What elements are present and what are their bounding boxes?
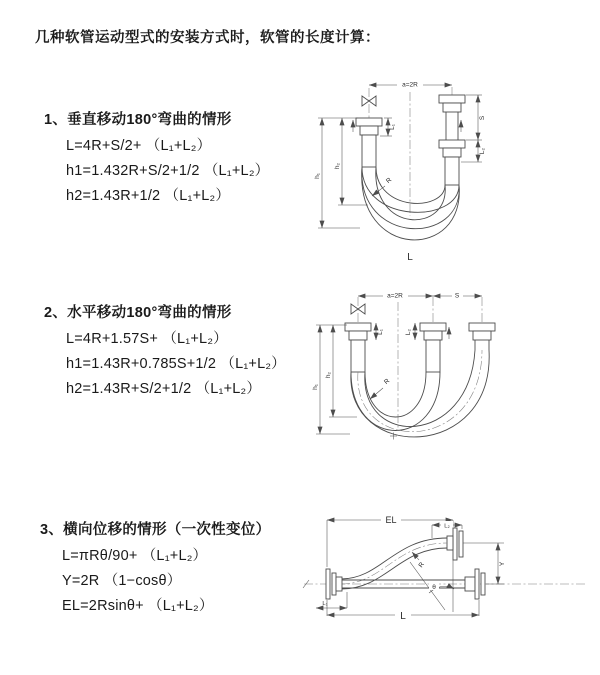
middle-fitting [420,323,446,372]
right-fitting-lower-position [439,140,465,185]
dim-h1 [314,118,360,228]
section-1-heading: 1、垂直移动180°弯曲的情形 [44,112,232,128]
dim-label-a2r: a=2R [387,292,403,300]
dim-l [327,600,479,622]
left-fitting [356,118,382,167]
dim-label-l1: L₁ [322,601,328,607]
section-3-heading: 3、横向位移的情形（一次性变位） [40,522,271,538]
braided-hose-section [426,340,440,372]
formula-2-h1: h1=1.43R+0.785S+1/2 （L₁+L₂） [66,356,286,372]
dim-a2r [358,290,433,300]
dim-l2 [405,323,415,340]
section-2-heading: 2、水平移动180°弯曲的情形 [44,305,232,321]
formula-2-h2: h2=1.43R+S/2+1/2 （L₁+L₂） [66,381,262,397]
page-title: 几种软管运动型式的安装方式时，软管的长度计算： [35,30,380,46]
dim-label-s: S [454,292,460,300]
dim-label-y: Y [499,561,506,567]
right-fitting-upper-position [439,95,465,140]
formula-1-h1: h1=1.432R+S/2+1/2 （L₁+L₂） [66,163,270,179]
upper-right-flange [447,528,463,560]
dim-label-h2: h₂ [325,371,332,379]
dim-label-l1: L₁ [377,329,384,335]
radius-label: R [382,377,392,387]
radius-callout [412,552,426,569]
left-fitting [345,323,371,372]
formula-3-EL: EL=2Rsinθ+ （L₁+L₂） [62,598,214,614]
formula-3-L: L=πRθ/90+ （L₁+L₂） [62,548,208,564]
formula-1-L: L=4R+S/2+ （L₁+L₂） [66,138,212,154]
radius-label: R [384,176,394,186]
dim-label-l2: L₂ [444,523,450,530]
dim-label-l2: L₂ [479,147,486,155]
formula-1-h2: h2=1.43R+1/2 （L₁+L₂） [66,188,231,204]
dim-el [327,514,453,570]
braided-hose-section [362,135,376,167]
dim-label-a2r: a=2R [402,81,418,89]
braided-hose-section [445,157,459,185]
dim-s [466,95,486,140]
hose-u-curves [351,350,489,437]
dim-label-el: EL [385,515,397,525]
dim-l2 [432,521,462,538]
dim-label-h1: h₁ [314,173,321,179]
radius-label: R [417,561,426,570]
formula-2-L: L=4R+1.57S+ （L₁+L₂） [66,331,228,347]
dim-l1 [376,323,384,340]
length-label-L: L [407,252,413,263]
section-horizontal-180 [44,305,286,397]
dim-s [433,290,482,300]
diagram-horizontal-180-bend [302,282,594,454]
left-flange [326,569,342,599]
dim-label-h2: h₂ [334,162,341,170]
dim-l1 [316,592,347,608]
angle-label-theta: θ [432,584,436,591]
diagram-vertical-180-bend [310,74,495,264]
dim-label-h1: h₁ [312,384,319,390]
radius-callout [372,176,393,196]
diagram-lateral-displacement [296,498,596,628]
section-vertical-180 [44,112,269,204]
radius-callout [370,377,391,399]
s-curve-hose [341,538,447,589]
dim-label-l1: L₁ [389,124,396,130]
dim-a2r [369,79,452,89]
angle-construction [410,560,454,612]
dim-label-l: L [400,611,406,622]
dim-label-s: S [479,115,486,121]
dim-label-l2: L₂ [405,328,412,336]
formula-3-Y: Y=2R （1−cosθ） [62,573,182,589]
braided-hose-section [351,340,365,372]
dim-h1 [312,325,350,434]
section-lateral-displacement [40,522,270,614]
right-flange-original-position [465,569,485,599]
right-fitting-moved-position [469,323,495,350]
